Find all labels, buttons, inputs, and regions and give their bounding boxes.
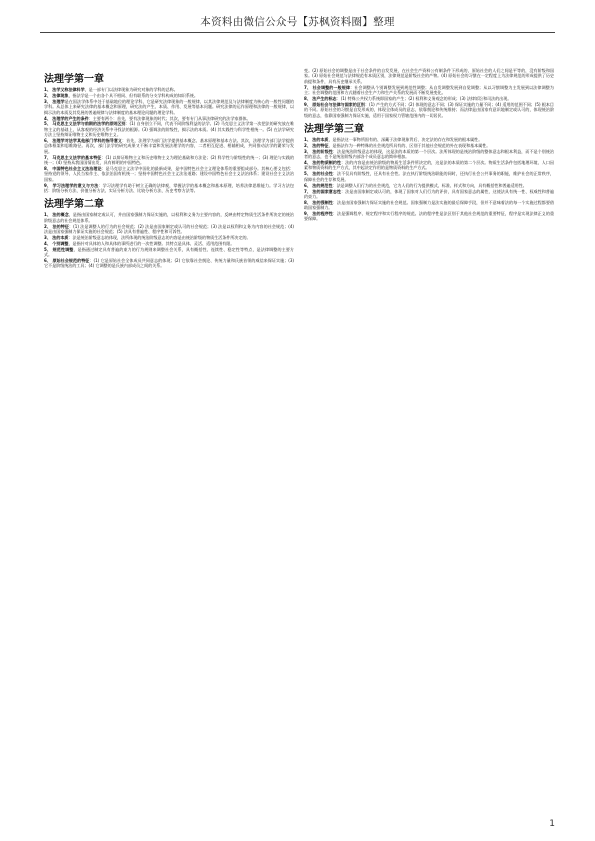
- paragraph-text: ：社会调整从个别调整发展到规范性调整；从自发调整发展到自觉调整；从以习惯调整为主发展到以法律调整为主；社会调整的范围和方式随着社会生产力和生产关系的发展而不断发展变化。: [304, 84, 554, 95]
- term-label: 2、 法律现象: [44, 92, 69, 98]
- paragraph-text: ：是马克思主义法学中国化的最新成果，是中国特色社会主义理论体系的重要组成部分。其核心要义包括：坚持党的领导、人民当家作主、依法治国有机统一；坚持中国特色社会主义法治道路；建设中国特色社会主义法治体系；建设社会主义法治国家。: [44, 165, 294, 182]
- paragraph-text: ，是指通过制定具有普遍约束力的行为规则来调整社会关系，具有概括性、连续性、稳定性等特点，是法律调整的主要方式。: [44, 246, 294, 258]
- term-label: 4、 个别调整: [44, 240, 69, 246]
- paragraph: [304, 171, 554, 182]
- term-label: 5、 规范性调整: [44, 246, 74, 252]
- paragraph: [304, 211, 554, 222]
- paragraph-text: ：法是统治阶级意志的体现，法所体现的统治阶级意志的内容是由统治阶级的物质生活条件所决定的。: [68, 234, 251, 240]
- term-label: 9、 学习法理学的意义与方法: [44, 182, 99, 188]
- paragraph-text: ：法是由国家强制力保证实施的社会规范。国家强制力是法实施的最后保障手段，但并不意味着法的每一个实施过程都要借助国家强制力。: [304, 199, 554, 211]
- paragraph: [304, 200, 554, 211]
- term-label: 8、 中国特色社会主义法治理论: [44, 165, 102, 171]
- term-label: 1、 法的本质: [304, 136, 329, 142]
- paragraph: [304, 149, 554, 160]
- paragraph-text: ：法不仅具有阶级性，还具有社会性。法在执行阶级统治职能的同时，还执行社会公共事务的职能，维护社会的正常秩序，保障社会的生存和发展。: [304, 171, 554, 182]
- paragraph: [44, 183, 294, 194]
- term-label: 2、 法的特征: [304, 142, 329, 148]
- page-number: 1: [549, 819, 555, 829]
- paragraph: [44, 138, 294, 154]
- paragraph-text: ，是指针对具体的人和具体的事所进行的一次性调整。其特点是具体、灵活、适用范围有限。: [68, 240, 235, 246]
- paragraph-text: ，是一部专门以法律现象为研究对象的学科的总称。: [84, 87, 178, 92]
- right-column: [304, 68, 554, 828]
- paragraph: [44, 247, 294, 258]
- term-label: 2、 法的特征: [44, 223, 70, 229]
- paragraph-text: ：(1) 以辩证唯物主义和历史唯物主义为理论基础和方法论；(2) 科学性与阶级性的统一；(3) 理论与实践的统一；(4) 坚持从我国国情出发，具有鲜明的中国特色。: [44, 154, 294, 166]
- paragraph-text: ：(1) 它是原始社会全体成员共同意志的体现；(2) 它依靠社会舆论、传统力量和氏族首领的威信来保证实施；(3) 它不是阶级统治的工具；(4) 它调整的是氏族内部成员之间的关系。: [44, 258, 294, 269]
- term-label: 6、 法理学对法学其他部门学科的指导意义: [44, 138, 123, 144]
- term-label: 9、 原始社会与法律与国家的区别: [304, 101, 365, 107]
- paragraph-text: 是在国法学体系中处于基础地位的理论学科，它是研究法律现象的一般规律，以其法律规范及与法律制度为核心的一般性问题的学科。从总体上来研究法律的基本概念和原理，研究法的产生、本质、作用、发展等基本问题。研究法律的运作原理和法律的一般规律，以揭示法的本质及其发展的普遍规律与法律制度的基本理论问题的理论学科。: [44, 98, 294, 115]
- term-label: 1、 法学又称法律科学: [44, 87, 85, 92]
- paragraph-text: ：(1) 产生的方式不同；(2) 体现的意志不同；(3) 保证实施的力量不同；(4) 适用的范围不同；(5) 根本目的不同。原始社会的习惯是自发形成的，体现全体成员的意志，依靠舆论和传统维持；而法律是由国家有意识地制定或认可的，体现统治阶级的意志，依靠国家强制力保证实施，适用于国家权力管辖范围内的一切居民。: [304, 101, 554, 118]
- paragraph: [304, 137, 554, 142]
- paragraph: [44, 121, 294, 137]
- term-label: 5、 马克思主义法学与前期的法学的原则区别: [44, 121, 126, 127]
- term-label: 9、 法的程序性: [304, 211, 333, 217]
- term-label: 3、 法理学: [44, 98, 65, 104]
- paragraph: [44, 87, 294, 92]
- paragraph-text: ：(1) 法是调整人的行为的社会规范；(2) 法是由国家制定或认可的社会规范；(3) 法是以权利和义务为内容的社会规范；(4) 法是由国家强制力保证实施的社会规范；(5) 法具有普遍性、程序性和可诉性。: [44, 223, 294, 234]
- paragraph: [44, 212, 294, 223]
- paragraph-text: ：学习法理学有助于树立正确的法律观，掌握法学的基本概念和基本原理，培养法律思维能力。学习方法包括：阶级分析方法、价值分析方法、实证分析方法、比较分析方法、历史考察方法等。: [44, 182, 294, 193]
- term-label: 3、 法的本质: [44, 234, 69, 240]
- left-column: [44, 68, 294, 828]
- paragraph: [304, 96, 554, 101]
- paragraph: [44, 99, 294, 115]
- paragraph: [304, 183, 554, 188]
- paragraph-text: ：(1) 自身创立不同，代表不同阶级利益的法学。(2) 马克思主义法学第一次把法的研究放在唯物主义的基础上，从客观的经济关系中寻找法的根源。(3) 强调法的阶级性，揭示法的本质。(4) 其实践性与科学性相统一。(5) 在法学研究方法上坚持辩证唯物主义和历史唯物主义。: [44, 121, 294, 138]
- term-label: 6、 法的规范性: [304, 182, 333, 188]
- paragraph: [44, 166, 294, 182]
- paragraph: [44, 241, 294, 246]
- paragraph: [304, 143, 554, 148]
- paragraph: [304, 189, 554, 200]
- paragraph: [44, 155, 294, 166]
- term-label: 6、 原始社会规范的特征: [44, 258, 90, 263]
- term-label: 4、 法的物质制约性: [304, 160, 342, 166]
- paragraph-text: ：法的内容是由统治阶级的物质生活条件所决定的，这是法的本质的第二个层次。物质生活条件包括地理环境、人口因素和物质资料的生产方式，其中起决定作用的是物质资料的生产方式。: [304, 160, 554, 171]
- paragraph-text: ：(1) 特殊公共权力系统即国家的产生；(2) 权利和义务观念的形成；(3) 法律诉讼和司法的出现。: [336, 95, 512, 101]
- paragraph-text: ：法是强调程序、规定程序和实行程序的规范。法的程序性是法区别于其他社会规范的重要特征，程序是实现法律正义的重要保障。: [304, 211, 554, 222]
- chapter-heading: 法理学第一章: [44, 74, 104, 85]
- page-header: 本资料由微信公众号【苏枫资料圈】整理: [200, 16, 395, 28]
- paragraph: [304, 160, 554, 171]
- term-label: 1、 法的概念: [44, 212, 69, 218]
- term-label: 7、 法的国家意志性: [304, 188, 342, 194]
- paragraph-text: ，是指由国家制定或认可，并由国家强制力保证实施的，以权利和义务为主要内容的，反映由特定物质生活条件所决定的统治阶级意志的社会规范体系。: [44, 212, 294, 223]
- paragraph: [304, 85, 554, 96]
- paragraph-text: ：法是统治阶级意志的体现，这是法的本质的第一个层次。法所体现的是统治阶级的整体意志和根本利益，而不是个别统治者的意志，也不是统治阶级内部各个成员意志的简单相加。: [304, 148, 554, 160]
- paragraph-text: ：法是调整人们行为的社会规范，它为人们的行为提供模式、标准、样式和方向，具有概括性和普遍适用性。: [332, 182, 527, 188]
- paragraph-text: ，是指法作为一种特殊的社会规范所具有的、区别于其他社会规范的外在表现和基本属性。: [328, 142, 491, 148]
- paragraph: [44, 235, 294, 240]
- paragraph-text: ：首先，法理学为部门法学提供基本概念、基本原理和基本方法。其次，法理学为部门法学提供总体框架和思维路径。再次，部门法学的研究成果又不断丰富和发展法理学的内容，二者相互促进、相辅相成，共同推动法学的繁荣与发展。: [44, 138, 294, 154]
- paragraph-text: ：主要有两个：首先，要有法律现象的时代；其次，要有专门从事法律研究的法学家群体。: [88, 115, 251, 121]
- paragraph: [304, 102, 554, 118]
- paragraph-text: ，是指法这一事物所固有的、深藏于法律现象背后、决定法的存在和发展的根本属性。: [328, 136, 483, 142]
- term-label: 7、 马克思主义法学的基本特征: [44, 154, 102, 160]
- term-label: 5、 法的社会性: [304, 171, 333, 177]
- paragraph: [44, 258, 294, 269]
- document-body: [44, 68, 554, 828]
- paragraph-text: ，指法学是一个由各个具不相同、但有联系的分支学科构成的知识系统。: [68, 92, 198, 98]
- paragraph: [44, 93, 294, 98]
- term-label: 8、 法的强制性: [304, 199, 333, 205]
- term-label: 3、 法的阶级性: [304, 148, 333, 154]
- term-label: 4、 法理学的产生的条件: [44, 115, 89, 121]
- paragraph-text: 变。(2) 原始社会的调整是由于社会条件的自发发展，在社会生产资料公有制条件下形成的，原始社会的人们之间是平等的，没有阶级和国家。(3) 原始社会规范与法律规范有本质区别，法律规范是阶级社会的产物。(4) 原始社会的习惯在一定程度上为法律规范的形成提供了历史前提和条件，具有历史继承关系。: [304, 68, 554, 84]
- header-divider: [40, 32, 555, 33]
- term-label: 7、 社会调整的一般规律: [304, 84, 351, 90]
- paragraph: [304, 68, 554, 84]
- chapter-heading: 法理学第二章: [44, 199, 104, 211]
- paragraph: [44, 224, 294, 235]
- term-label: 8、 法产生的标志: [304, 95, 337, 101]
- paragraph-text: ：法是由国家制定或认可的，体现了国家对人们行为的评价，具有国家意志的属性，这使法具有统一性、权威性和普遍约束力。: [304, 188, 554, 199]
- chapter-heading: 法理学第三章: [304, 123, 364, 135]
